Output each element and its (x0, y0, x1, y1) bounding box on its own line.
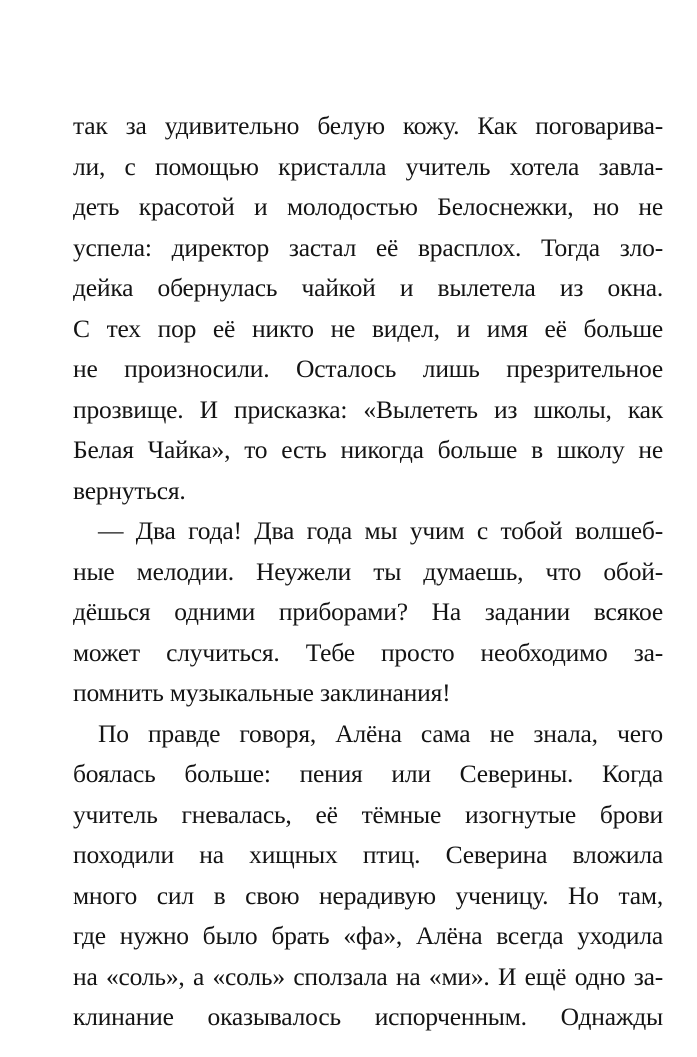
text-line: дёшься одними приборами? На задании всякое (73, 597, 663, 626)
text-line: много сил в свою нерадивую ученицу. Но там, (73, 880, 663, 910)
text-line: — Два года! Два года мы учим с тобой волшеб- (98, 516, 663, 545)
text-line: дейка обернулась чайкой и вылетела из окна. (73, 273, 663, 302)
text-line: Белая Чайка», то есть никогда больше в школу не (73, 435, 663, 464)
text-line: не произносили. Осталось лишь презрительное (73, 354, 663, 383)
text-line: помнить музыкальные заклинания! (73, 678, 451, 707)
paragraph (73, 511, 663, 714)
text-line: боялась больше: пения или Северины. Когда (73, 759, 663, 788)
text-line: учитель гневалась, её тёмные изогнутые брови (73, 799, 663, 829)
text-line: может случиться. Тебе просто необходимо за- (73, 637, 663, 667)
text-line: По правде говоря, Алёна сама не знала, чего (98, 718, 663, 748)
paragraph (73, 714, 663, 1038)
page-text (73, 106, 663, 1038)
text-line: успела: директор застал её врасплох. Тогда зло- (73, 232, 663, 262)
text-line: ли, с помощью кристалла учитель хотела завла- (73, 151, 663, 181)
text-line: на «соль», а «соль» сползала на «ми». И ещё одно за- (73, 961, 663, 991)
text-line: деть красотой и молодостью Белоснежки, но не (73, 192, 663, 221)
text-line: где нужно было брать «фа», Алёна всегда уходила (73, 921, 663, 950)
text-line: так за удивительно белую кожу. Как поговарива- (73, 111, 663, 140)
text-line: вернуться. (73, 475, 186, 505)
text-line: ные мелодии. Неужели ты думаешь, что обой- (73, 556, 663, 586)
text-line: походили на хищных птиц. Северина вложила (73, 840, 663, 869)
text-line: прозвище. И присказка: «Вылететь из школы, как (73, 394, 663, 424)
text-line: клинание оказывалось испорченным. Однажды (73, 1002, 663, 1031)
paragraph (73, 106, 663, 511)
text-line: С тех пор её никто не видел, и имя её больше (73, 313, 663, 343)
